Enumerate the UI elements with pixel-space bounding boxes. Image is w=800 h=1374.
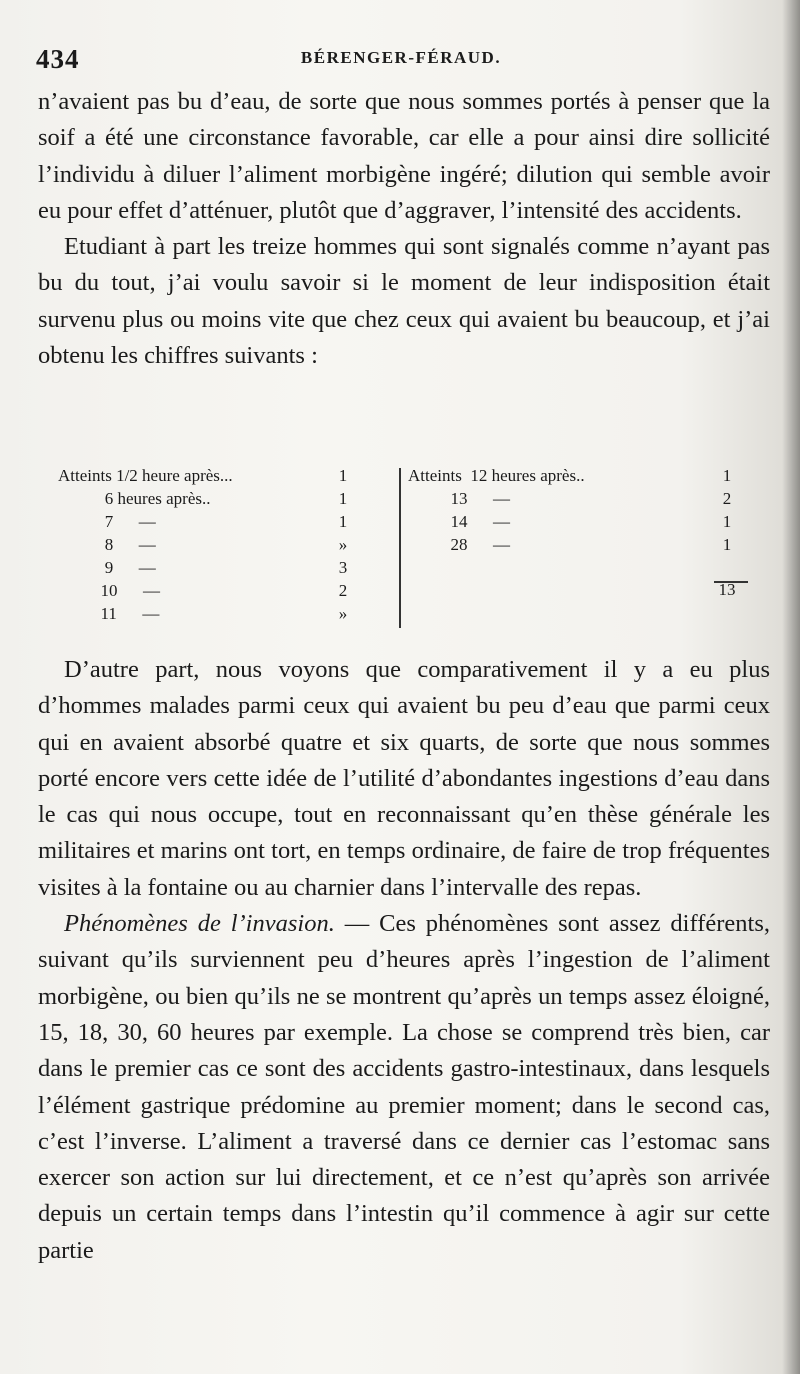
table-row: 13 — 2 [408, 489, 732, 508]
table-row: 11 — » [58, 604, 348, 623]
table-row: 8 — » [58, 535, 348, 554]
paragraph-etudiant: Etudiant à part les treize hommes qui sont signalés comme n’ayant pas bu du tout, j’ai voulu savoir si le moment de leur indisposition était survenu plus ou moins vite que chez ceux qui avaient bu beaucoup, et j’ai obtenu les chiffres suivants : [38, 233, 770, 370]
paragraph-dautre-part: D’autre part, nous voyons que comparativement il y a eu plus d’hommes malades parmi ceux qui avaient bu peu d’eau que parmi ceux qui en avaient absorbé quatre et six quarts, de sorte que nous sommes porté encore vers cette idée de l’utilité d’abondantes ingestions d’eau dans le cas qui nous occupe, tout en reconnaissant qu’en thèse générale les militaires et marins ont tort, en temps ordinaire, de faire de trop fréquentes visites à la fontaine ou au charnier dans l’intervalle des repas. [38, 656, 770, 901]
table-row: 7 — 1 [58, 512, 348, 531]
onset-table [58, 464, 748, 636]
onset-table-left-column [58, 464, 358, 625]
table-total: 13 [718, 580, 736, 599]
table-row: Atteints 12 heures après.. 1 [408, 466, 732, 485]
table-row: 28 — 1 [408, 535, 732, 554]
table-row: Atteints 1/2 heure après... 1 [58, 466, 348, 485]
paragraph-phenomenes-text: — Ces phénomènes sont assez différents, suivant qu’ils surviennent peu d’heures après l’ingestion de l’aliment morbigène, ou bien qu’ils ne se montrent qu’après un temps assez éloigné, 15, 18, 30, 60 heures par exemple. La chose se comprend très bien, car dans le premier cas ce sont des accidents gastro-intestinaux, dans lesquels l’élément gastrique prédomine au premier moment; dans le second cas, c’est l’inverse. L’aliment a traversé dans ce dernier cas l’estomac sans exercer son action sur lui directement, et ce n’est qu’après son arrivée depuis un certain temps dans l’intestin qu’il commence à agir sur cette partie [38, 910, 770, 1264]
table-row: 6 heures après.. 1 [58, 489, 348, 508]
page-edge-shadow [782, 0, 800, 1374]
table-row: 14 — 1 [408, 512, 732, 531]
onset-table-right-column [408, 464, 748, 599]
text-block-bottom [38, 652, 770, 1269]
page-number: 434 [36, 44, 80, 74]
text-block-top [38, 84, 770, 374]
table-divider [399, 468, 401, 628]
table-row: 10 — 2 [58, 581, 348, 600]
paragraph-phenomenes [38, 906, 770, 1269]
paragraph-continued: n’avaient pas bu d’eau, de sorte que nous sommes portés à penser que la soif a été une circonstance favorable, car elle a pour ainsi dire sollicité l’individu à diluer l’aliment morbigène ingéré; dilution qui semble avoir eu pour effet d’atténuer, plutôt que d’aggraver, l’intensité des accidents. [38, 88, 770, 224]
page-header [36, 44, 766, 78]
section-heading-italic: Phénomènes de l’invasion. [64, 910, 335, 938]
running-title: BÉRENGER-FÉRAUD. [300, 48, 502, 67]
table-row: 9 — 3 [58, 558, 348, 577]
